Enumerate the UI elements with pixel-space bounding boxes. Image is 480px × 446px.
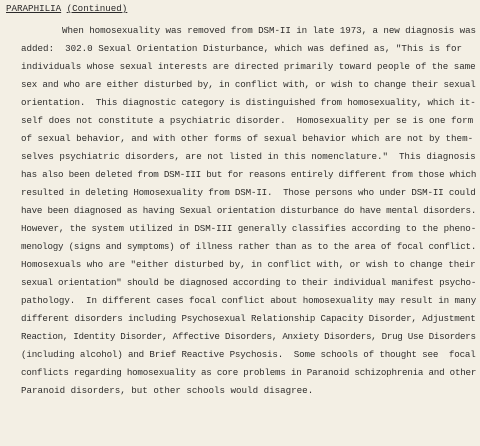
paragraph-line: sex and who are either disturbed by, in conflict with, or wish to change their sexual bbox=[21, 79, 476, 90]
paragraph-line: individuals whose sexual interests are directed primarily toward people of the same bbox=[21, 61, 476, 72]
paragraph-line: Homosexuals who are "either disturbed by, in conflict with, or wish to change their bbox=[21, 259, 476, 270]
paragraph-line: different disorders including Psychosexual Relationship Capacity Disorder, Adjustment bbox=[21, 313, 476, 324]
section-heading bbox=[6, 3, 127, 15]
heading-title: PARAPHILIA bbox=[6, 3, 62, 14]
paragraph-line: resulted in deleting Homosexuality from DSM-II. Those persons who under DSM-II could bbox=[21, 187, 476, 198]
paragraph-line: However, the system utilized in DSM-III generally classifies according to the pheno- bbox=[21, 223, 477, 234]
paragraph-line: Reaction, Identity Disorder, Affective Disorders, Anxiety Disorders, Drug Use Disorders bbox=[21, 331, 476, 342]
paragraph-line: (including alcohol) and Brief Reactive Psychosis. Some schools of thought see focal bbox=[21, 349, 476, 360]
paragraph-line: selves psychiatric disorders, are not listed in this nomenclature." This diagnosis bbox=[21, 151, 476, 162]
paragraph-line: conflicts regarding homosexuality as core problems in Paranoid schizophrenia and other bbox=[21, 367, 477, 378]
paragraph-line: orientation. This diagnostic category is distinguished from homosexuality, which it- bbox=[21, 97, 476, 108]
paragraph-line: Paranoid disorders, but other schools would disagree. bbox=[21, 385, 314, 396]
paragraph-line: self does not constitute a psychiatric disorder. Homosexuality per se is one form bbox=[21, 115, 474, 126]
heading-suffix: (Continued) bbox=[66, 3, 128, 14]
paragraph-line: sexual orientation" should be diagnosed according to their individual manifest psycho- bbox=[21, 277, 477, 288]
paragraph-line: When homosexuality was removed from DSM-II in late 1973, a new diagnosis was bbox=[62, 25, 477, 36]
paragraph-line: added: 302.0 Sexual Orientation Disturbance, which was defined as, "This is for bbox=[21, 43, 463, 54]
paragraph-line: menology (signs and symptoms) of illness rather than as to the area of focal conflict. bbox=[21, 241, 477, 252]
paragraph-line: have been diagnosed as having Sexual orientation disturbance do have mental disorders. bbox=[21, 205, 477, 216]
paragraph-line: of sexual behavior, and with other forms of sexual behavior which are not by them- bbox=[21, 133, 474, 144]
paragraph-line: pathology. In different cases focal conflict about homosexuality may result in many bbox=[21, 295, 477, 306]
paragraph-line: has also been deleted from DSM-III but for reasons entirely different from those which bbox=[21, 169, 477, 180]
